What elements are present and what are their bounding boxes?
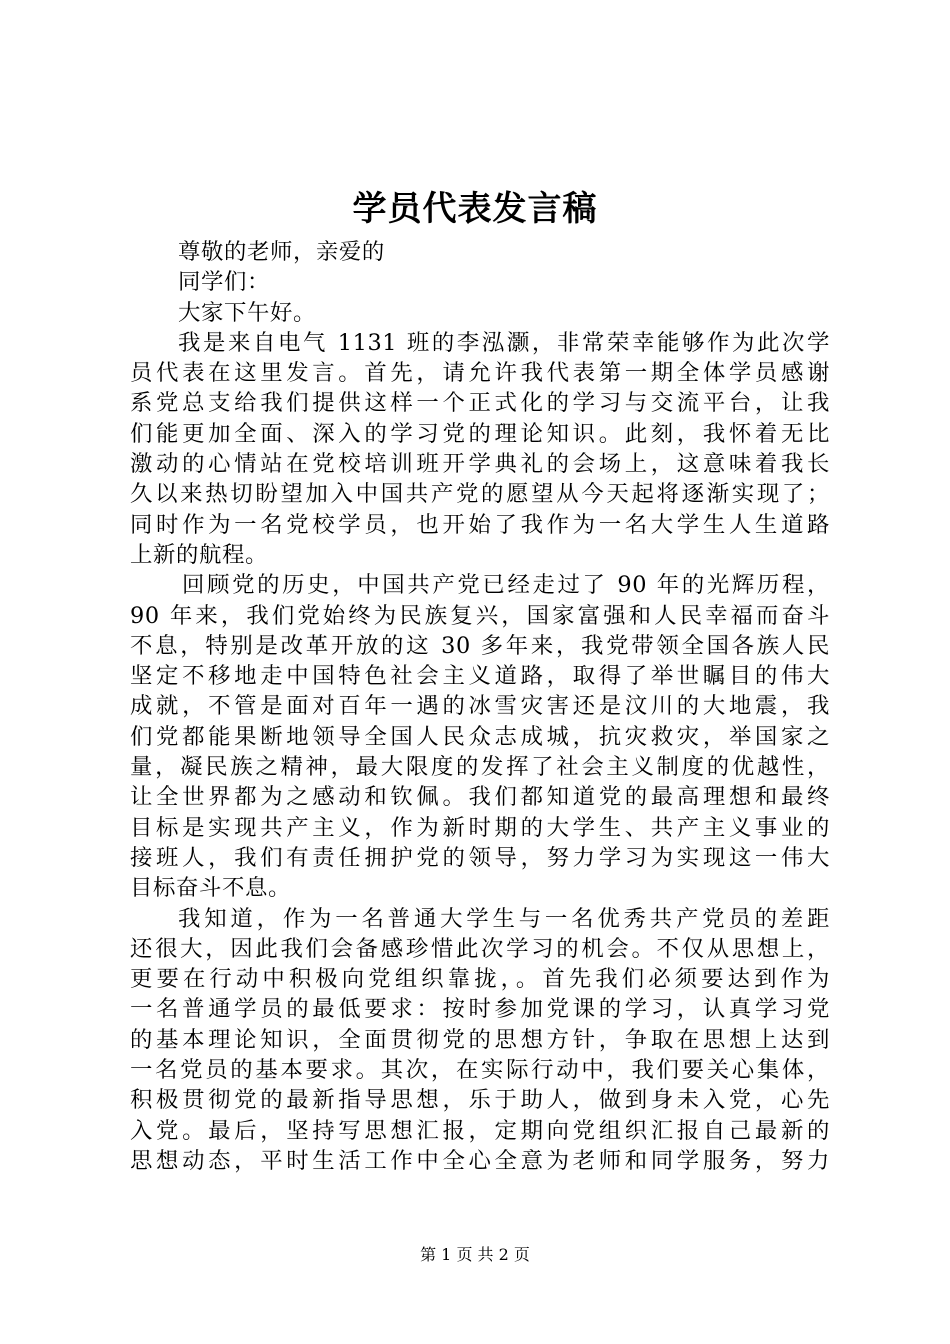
text-line: 不息，特别是改革开放的这 30 多年来，我党带领全国各族人民 <box>130 632 830 659</box>
text-line: 还很大，因此我们会备感珍惜此次学习的机会。不仅从思想上， <box>130 935 830 962</box>
text-line: 目标奋斗不息。 <box>130 875 291 902</box>
page-title: 学员代表发言稿 <box>352 189 598 229</box>
paragraph-1 <box>130 328 830 570</box>
text-line: 系党总支给我们提供这样一个正式化的学习与交流平台，让我 <box>130 390 830 417</box>
greeting-line: 同学们： <box>178 269 270 296</box>
text-line: 我是来自电气 1131 班的李泓灏，非常荣幸能够作为此次学 <box>178 329 830 356</box>
text-line: 激动的心情站在党校培训班开学典礼的会场上，这意味着我长 <box>130 451 830 478</box>
text-line: 量，凝民族之精神，最大限度的发挥了社会主义制度的优越性， <box>130 754 830 781</box>
text-line: 成就，不管是面对百年一遇的冰雪灾害还是汶川的大地震，我 <box>130 693 830 720</box>
text-line: 们党都能果断地领导全国人民众志成城，抗灾救灾，举国家之 <box>130 723 830 750</box>
text-line: 我知道，作为一名普通大学生与一名优秀共产党员的差距 <box>178 905 830 932</box>
text-line: 们能更加全面、深入的学习党的理论知识。此刻，我怀着无比 <box>130 420 830 447</box>
text-line: 一名党员的基本要求。其次，在实际行动中，我们要关心集体， <box>130 1057 830 1084</box>
text-line: 目标是实现共产主义，作为新时期的大学生、共产主义事业的 <box>130 814 830 841</box>
text-line: 同时作为一名党校学员，也开始了我作为一名大学生人生道路 <box>130 511 830 538</box>
text-line: 积极贯彻党的最新指导思想，乐于助人，做到身未入党，心先 <box>130 1087 830 1114</box>
text-line: 坚定不移地走中国特色社会主义道路，取得了举世瞩目的伟大 <box>130 663 830 690</box>
paragraph-2 <box>130 570 830 903</box>
text-line: 上新的航程。 <box>130 541 268 568</box>
text-line: 思想动态，平时生活工作中全心全意为老师和同学服务，努力 <box>130 1147 830 1174</box>
text-line: 更要在行动中积极向党组织靠拢，。首先我们必须要达到作为 <box>130 966 830 993</box>
greeting-line: 大家下午好。 <box>178 299 316 326</box>
text-line: 久以来热切盼望加入中国共产党的愿望从今天起将逐渐实现了； <box>130 481 830 508</box>
paragraph-3 <box>130 904 830 1177</box>
text-line: 的基本理论知识，全面贯彻党的思想方针，争取在思想上达到 <box>130 1026 830 1053</box>
text-line: 回顾党的历史，中国共产党已经走过了 90 年的光辉历程， <box>182 572 830 599</box>
text-line: 90 年来，我们党始终为民族复兴，国家富强和人民幸福而奋斗 <box>130 602 830 629</box>
text-line: 入党。最后，坚持写思想汇报，定期向党组织汇报自己最新的 <box>130 1117 830 1144</box>
text-line: 接班人，我们有责任拥护党的领导，努力学习为实现这一伟大 <box>130 844 830 871</box>
greeting-line: 尊敬的老师，亲爱的 <box>178 239 385 265</box>
text-line: 员代表在这里发言。首先，请允许我代表第一期全体学员感谢 <box>130 360 830 387</box>
text-line: 让全世界都为之感动和钦佩。我们都知道党的最高理想和最终 <box>130 784 830 811</box>
text-line: 一名普通学员的最低要求：按时参加党课的学习，认真学习党 <box>130 996 830 1023</box>
page-indicator: 第 1 页 共 2 页 <box>420 1245 530 1264</box>
document-body <box>130 237 830 1176</box>
